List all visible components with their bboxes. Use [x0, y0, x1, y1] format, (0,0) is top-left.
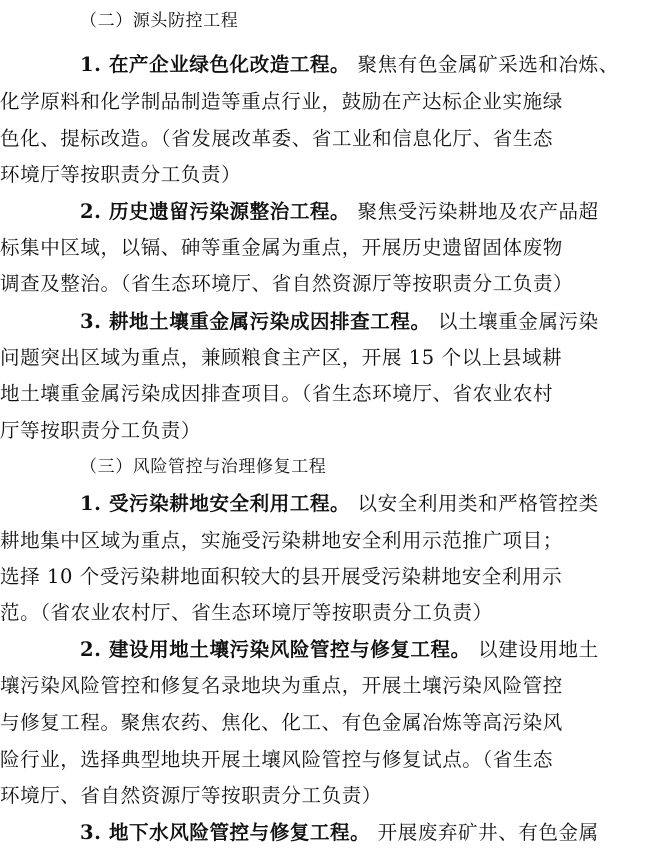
item-first-line — [80, 489, 599, 519]
item-first-line — [80, 818, 599, 848]
body-line: 色化、提标改造。（省发展改革委、省工业和信息化厅、省生态 — [0, 127, 554, 150]
item-number: 2. — [80, 200, 102, 223]
item-body: 以建设用地土 — [478, 638, 599, 661]
item-number: 2. — [80, 638, 102, 661]
item-first-line — [80, 50, 619, 80]
body-line: 选择 10 个受污染耕地面积较大的县开展受污染耕地安全利用示 — [0, 565, 563, 588]
body-line: 标集中区域，以镉、砷等重金属为重点，开展历史遗留固体废物 — [0, 236, 563, 259]
body-line: 耕地集中区域为重点，实施受污染耕地安全利用示范推广项目； — [0, 529, 563, 552]
item-body: 聚焦有色金属矿采选和冶炼、 — [357, 53, 619, 76]
body-line: 壤污染风险管控和修复名录地块为重点，开展土壤污染风险管控 — [0, 674, 563, 697]
item-body: 以土壤重金属污染 — [437, 310, 599, 333]
body-line: 与修复工程。聚焦农药、焦化、化工、有色金属冶炼等高污染风 — [0, 711, 563, 734]
item-title: 2. 建设用地土壤污染风险管控与修复工程。 — [80, 638, 471, 661]
item-number: 3. — [80, 821, 102, 844]
body-line: 范。（省农业农村厅、省生态环境厅等按职责分工负责） — [0, 601, 493, 624]
item-body: 聚焦受污染耕地及农产品超 — [357, 200, 599, 223]
body-line: 调查及整治。（省生态环境厅、省自然资源厅等按职责分工负责） — [0, 272, 574, 295]
item-title: 1. 受污染耕地安全利用工程。 — [80, 492, 351, 515]
item-title: 1. 在产企业绿色化改造工程。 — [80, 53, 351, 76]
body-line: 化学原料和化学制品制造等重点行业，鼓励在产达标企业实施绿 — [0, 90, 563, 113]
item-first-line — [80, 307, 599, 337]
section-heading: （二）源头防控工程 — [80, 11, 239, 31]
item-first-line — [80, 197, 599, 227]
item-number: 3. — [80, 310, 102, 333]
body-line: 环境厅等按职责分工负责） — [0, 163, 242, 186]
body-line: 地土壤重金属污染成因排查项目。（省生态环境厅、省农业农村 — [0, 382, 554, 405]
body-line: 环境厅、省自然资源厅等按职责分工负责） — [0, 784, 382, 807]
item-body: 以安全利用类和严格管控类 — [357, 492, 599, 515]
item-body: 开展废弃矿井、有色金属 — [377, 821, 599, 844]
item-number: 1. — [80, 53, 102, 76]
item-title: 3. 地下水风险管控与修复工程。 — [80, 821, 371, 844]
section-heading: （三）风险管控与治理修复工程 — [80, 457, 327, 477]
item-title: 3. 耕地土壤重金属污染成因排查工程。 — [80, 310, 431, 333]
item-title: 2. 历史遗留污染源整治工程。 — [80, 200, 351, 223]
item-number: 1. — [80, 492, 102, 515]
body-line: 厅等按职责分工负责） — [0, 419, 202, 442]
body-line: 险行业，选择典型地块开展土壤风险管控与修复试点。（省生态 — [0, 748, 554, 771]
body-line: 问题突出区域为重点，兼顾粮食主产区，开展 15 个以上县域耕 — [0, 346, 563, 369]
item-first-line — [80, 635, 599, 665]
